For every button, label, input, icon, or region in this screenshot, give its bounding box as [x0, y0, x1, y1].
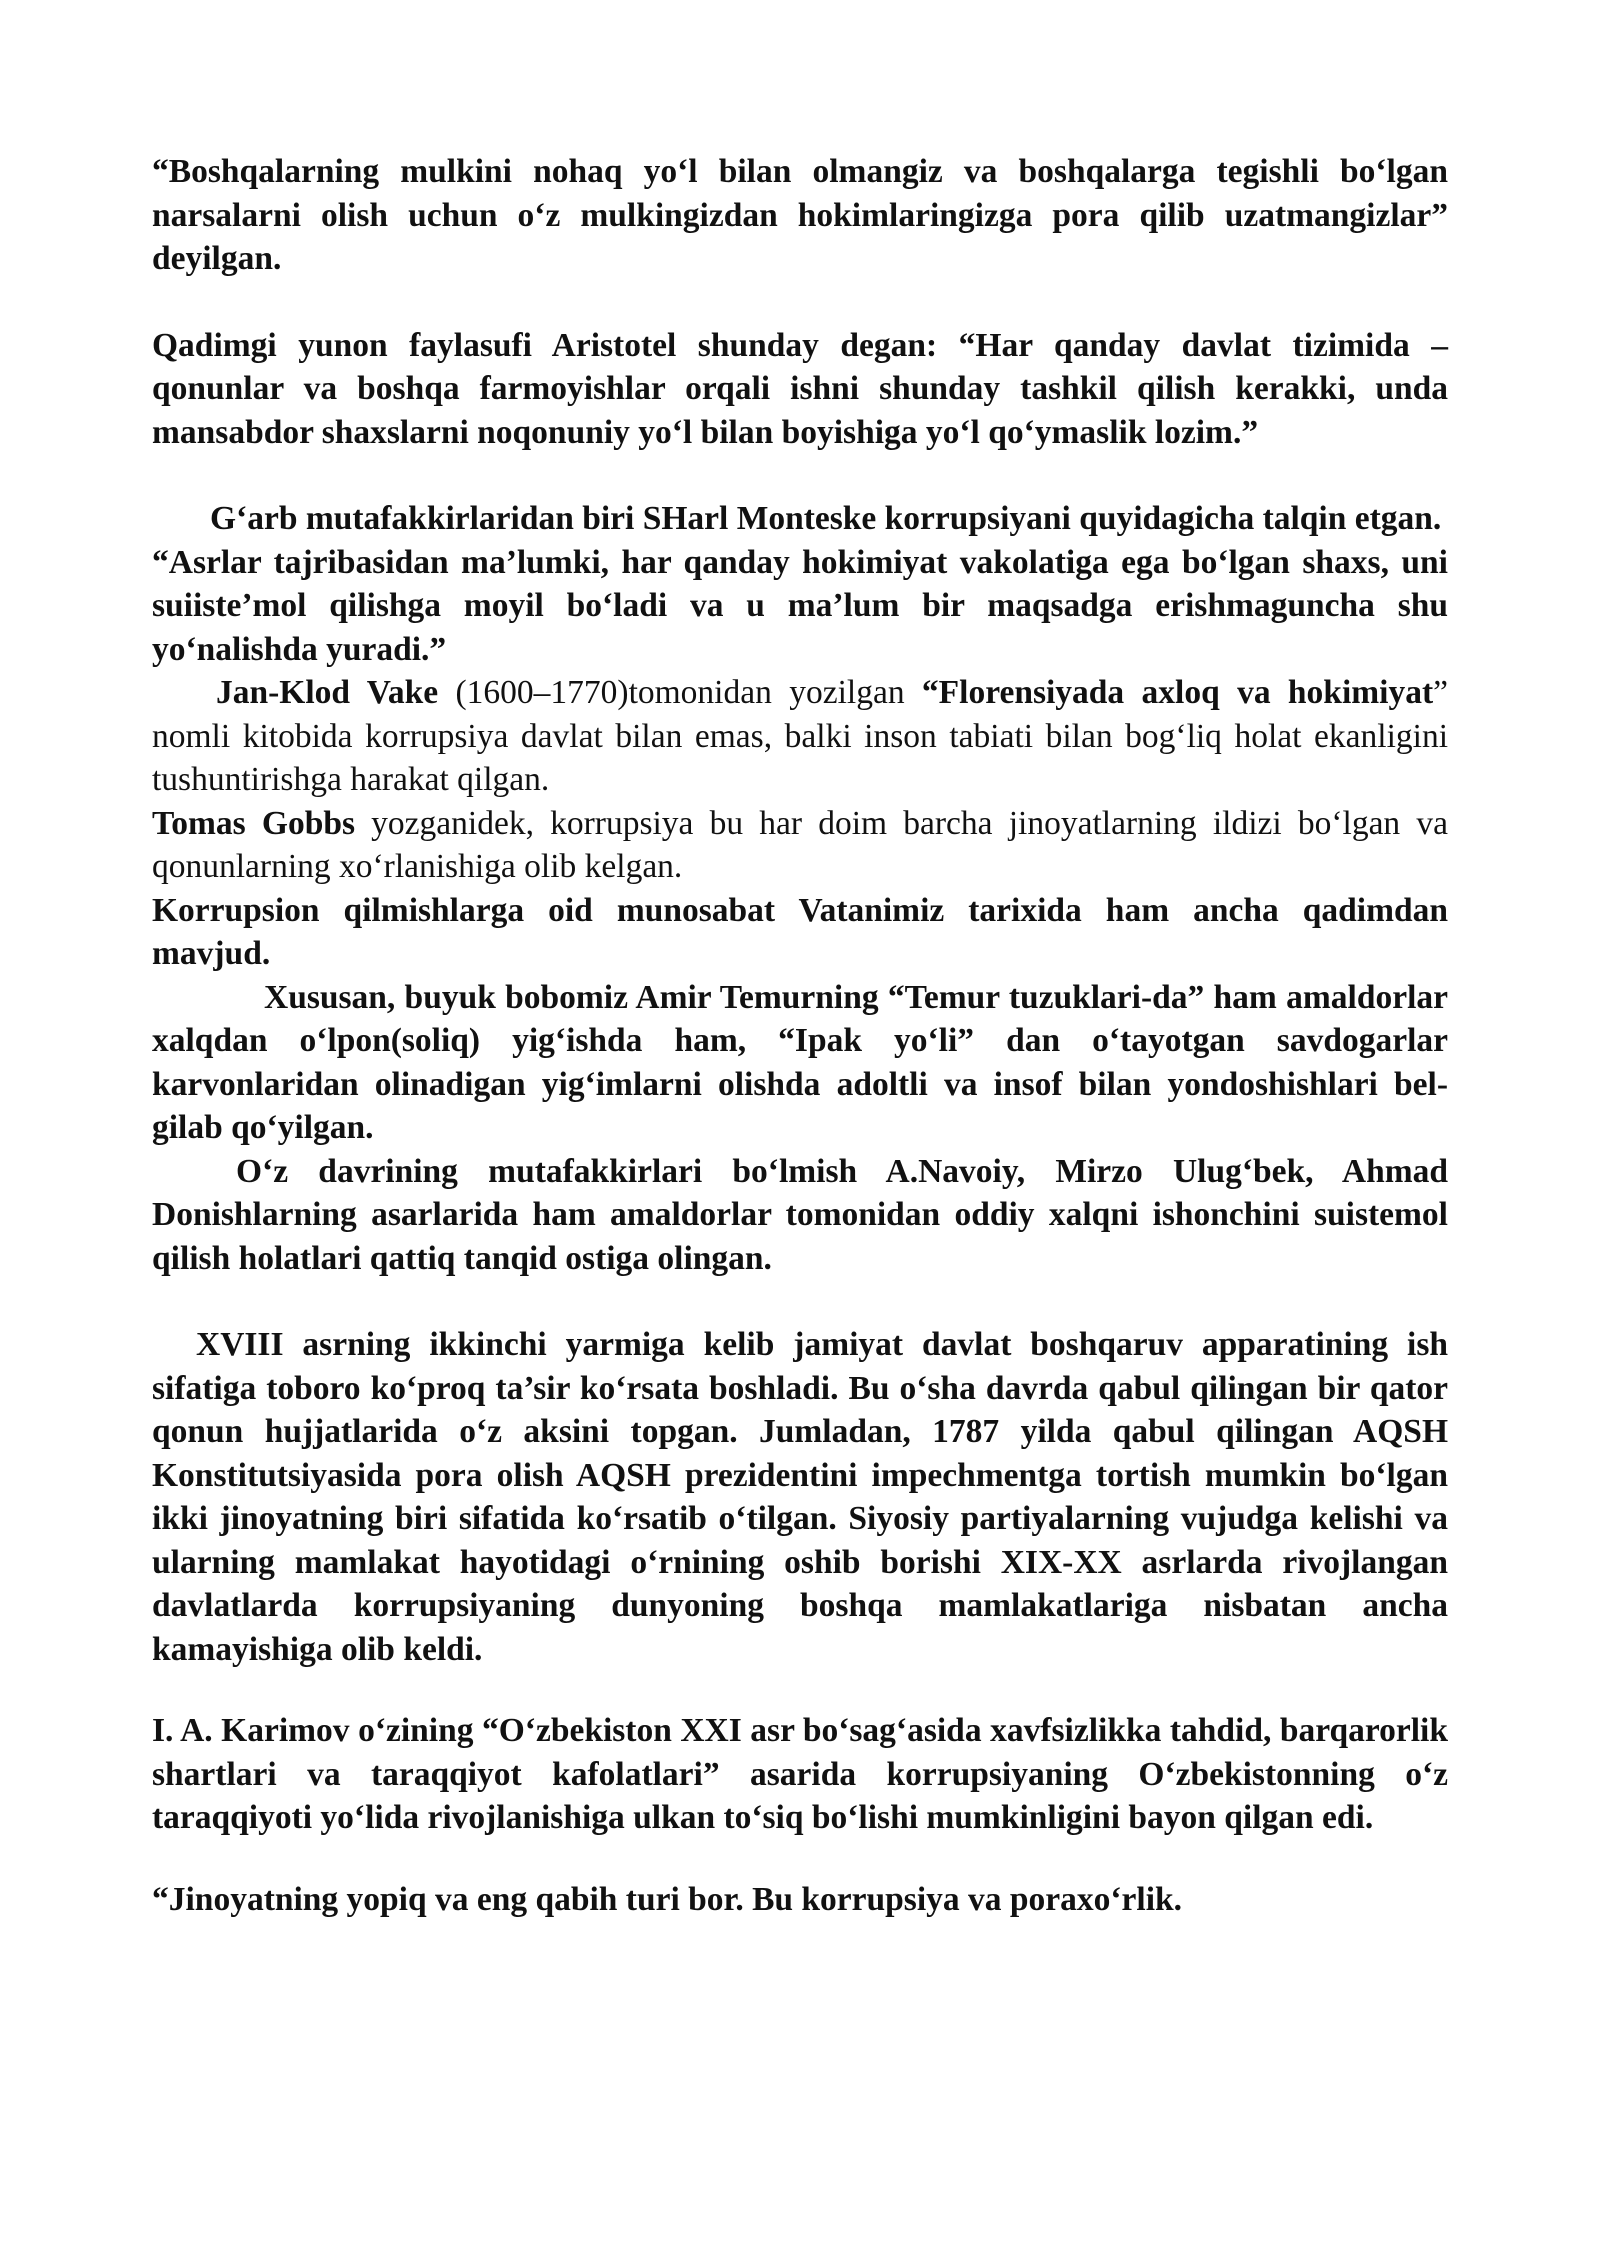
- author-name-vake: Jan-Klod Vake: [216, 674, 439, 711]
- gobbs-rest-text: yozganidek, korrupsiya bu har doim barcha jinoyatlarning ildizi bo‘lgan va qonunlarning xo‘rlanishiga olib kelgan.: [152, 804, 1448, 885]
- paragraph-final-quote: “Jinoyatning yopiq va eng qabih turi bor. Bu korrupsiya va poraxo‘rlik.: [152, 1880, 1183, 1918]
- paragraph-vake: [152, 671, 1448, 802]
- paragraph-karimov: I. A. Karimov o‘zining “O‘zbekiston XXI asr bo‘sag‘asida xavfsizlikka tahdid, barqarorlik shartlari va taraqqiyot kafolatlari” asarida korrupsiyaning O‘zbekistonning o‘z taraqqiyoti yo‘lida rivojlanishiga ulkan to‘siq bo‘lishi mumkinligini bayon qilgan edi.: [152, 1712, 1448, 1836]
- author-name-gobbs: Tomas Gobbs: [152, 804, 355, 842]
- paragraph-gobbs: [152, 802, 1448, 889]
- paragraph-quote-bribery: “Boshqalarning mulkini nohaq yo‘l bilan olmangiz va boshqalarga tegishli bo‘lgan narsalarni olish uchun o‘z mulkingizdan hokimlaringizga pora qilib uzatmangizlar” deyilgan.: [152, 153, 1448, 277]
- vake-rest-text: ” nomli kitobida korrupsiya davlat bilan emas, balki inson tabiati bilan bog‘liq holat ekanligini tushuntirishga harakat qilgan.: [152, 674, 1448, 798]
- book-title-vake: “Florensiyada axloq va hokimiyat: [921, 674, 1434, 711]
- paragraph-montesquieu-quote: “Asrlar tajribasidan ma’lumki, har qanday hokimiyat vakolatiga ega bo‘lgan shaxs, uni suiiste’mol qilishga moyil bo‘ladi va u ma’lum bir maqsadga erishmaguncha shu yo‘nalishda yuradi.”: [152, 543, 1448, 668]
- paragraph-thinkers: O‘z davrining mutafakkirlari bo‘lmish A.Navoiy, Mirzo Ulug‘bek, Ahmad Donishlarning asarlarida ham amaldorlar tomonidan oddiy xalqni ishonchini suistemol qilish holatlari qattiq tanqid ostiga olingan.: [152, 1152, 1448, 1277]
- vake-years-text: (1600–1770)tomonidan yozilgan: [438, 674, 922, 711]
- paragraph-amir-temur: Xususan, buyuk bobomiz Amir Temurning “Temur tuzuklari-da” ham amaldorlar xalqdan o‘lpon(soliq) yig‘ishda ham, “Ipak yo‘li” dan o‘tayotgan savdogarlar karvonlaridan olinadigan yig‘imlarni olishda adoltli va insof bilan yondoshishlari bel-gilab qo‘yilgan.: [152, 978, 1448, 1146]
- paragraph-xviii-century: XVIII asrning ikkinchi yarmiga kelib jamiyat davlat boshqaruv apparatining ish sifatiga toboro ko‘proq ta’sir ko‘rsata boshladi. Bu o‘sha davrda qabul qilingan bir qator qonun hujjatlarida o‘z aksini topgan. Jumladan, 1787 yilda qabul qilingan AQSH Konstitutsiyasida pora olish AQSH prezidentini impechmentga tortish mumkin bo‘lgan ikki jinoyatning biri sifatida ko‘rsatib o‘tilgan. Siyosiy partiyalarning vujudga kelishi va ularning mamlakat hayotidagi o‘rnining oshib borishi XIX-XX asrlarda rivojlangan davlatlarda korrupsiyaning dunyoning boshqa mamlakatlariga nisbatan ancha kamayishiga olib keldi.: [152, 1326, 1448, 1668]
- paragraph-aristotle: Qadimgi yunon faylasufi Aristotel shunday degan: “Har qanday davlat tizimida – qonunlar va boshqa farmoyishlar orqali ishni shunday tashkil qilish kerakki, unda mansabdor shaxslarni noqonuniy yo‘l bilan boyishiga yo‘l qo‘ymaslik lozim.”: [152, 326, 1448, 451]
- paragraph-corruption-history: Korrupsion qilmishlarga oid munosabat Vatanimiz tarixida ham ancha qadimdan mavjud.: [152, 891, 1448, 972]
- paragraph-montesquieu-intro: G‘arb mutafakkirlaridan biri SHarl Monteske korrupsiyani quyidagicha talqin etgan.: [210, 500, 1442, 537]
